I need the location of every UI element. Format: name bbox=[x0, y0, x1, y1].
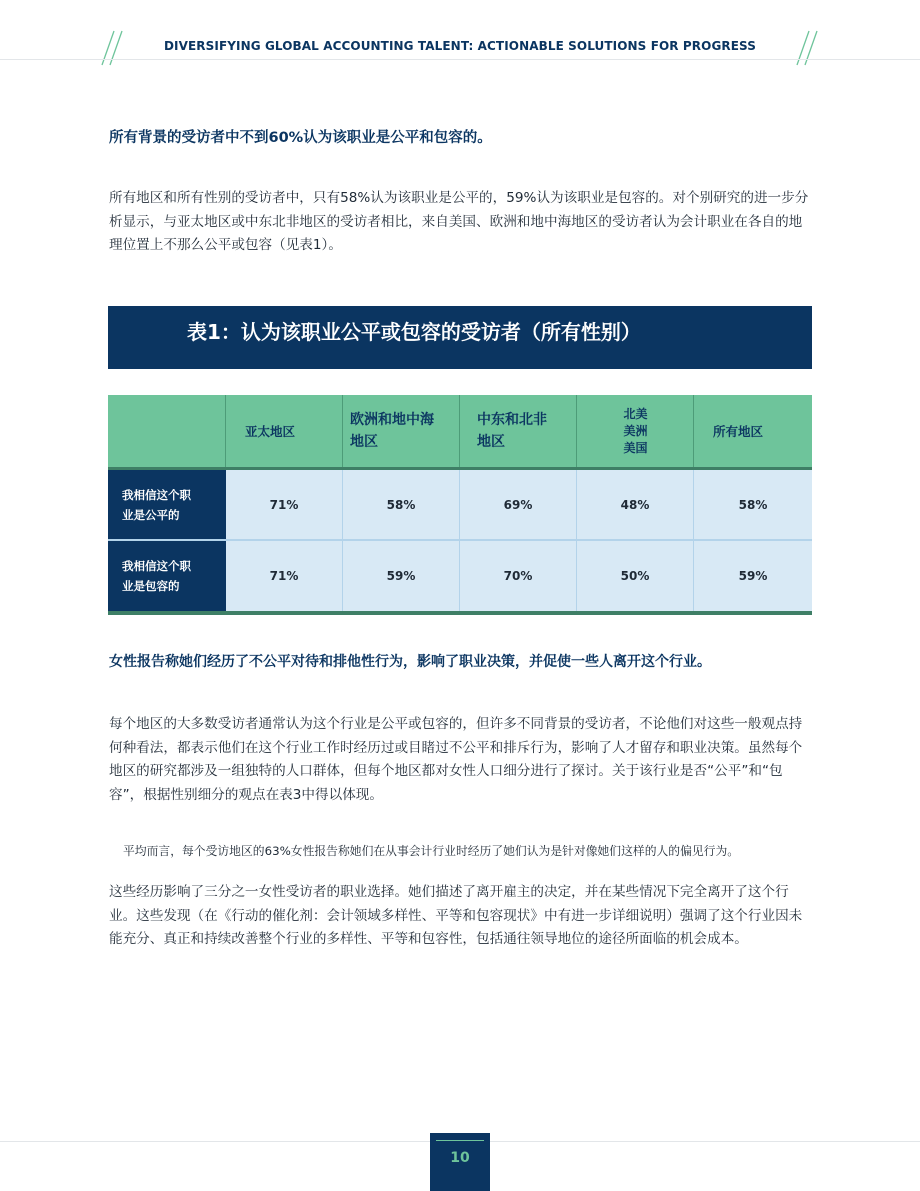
header-slash-right-icon bbox=[795, 28, 825, 68]
table-cell: 70% bbox=[460, 541, 576, 611]
row-label-line: 我相信这个职 bbox=[122, 487, 191, 502]
column-header-mena bbox=[460, 395, 577, 467]
table-title-banner bbox=[108, 306, 812, 369]
row-label-fair bbox=[108, 470, 226, 539]
section2-paragraph: 每个地区的大多数受访者通常认为这个行业是公平或包容的，但许多不同背景的受访者，不论他们对这些一般观点持何种看法，都表示他们在这个行业工作时经历过或目睹过不公平和排斥行为，影响了人才留存和职业决策。虽然每个地区的研究都涉及一组独特的人口群体，但每个地区都对女性人口细分进行了探讨。关于该行业是否“公平”和“包容”，根据性别细分的观点在表3中得以体现。 bbox=[109, 716, 803, 803]
table-bottom-rule bbox=[108, 611, 812, 615]
row-label-line: 业是包容的 bbox=[122, 579, 180, 593]
column-header-north-america bbox=[577, 395, 694, 467]
column-header-europe-mediterranean bbox=[343, 395, 460, 467]
column-header-line: 欧洲和地中海 bbox=[350, 412, 434, 428]
table-title: 表1：认为该职业公平或包容的受访者（所有性别） bbox=[187, 320, 641, 344]
column-header-line: 美洲 bbox=[623, 423, 648, 438]
page-number-rule bbox=[436, 1140, 484, 1141]
column-header-line: 中东和北非 bbox=[477, 412, 547, 428]
page-number: 10 bbox=[450, 1150, 470, 1166]
header-title: DIVERSIFYING GLOBAL ACCOUNTING TALENT: ACTIONABLE SOLUTIONS FOR PROGRESS bbox=[163, 39, 756, 53]
section2-heading: 女性报告称她们经历了不公平对待和排他性行为，影响了职业决策，并促使一些人离开这个行业。 bbox=[109, 654, 711, 670]
column-header-label bbox=[245, 422, 295, 440]
column-header-all-regions bbox=[694, 395, 812, 467]
section1-paragraph: 所有地区和所有性别的受访者中，只有58%认为该职业是公平的，59%认为该职业是包容的。对个别研究的进一步分析显示，与亚太地区或中东北非地区的受访者相比，来自美国、欧洲和地中海地区的受访者认为会计职业在各自的地理位置上不那么公平或包容（见表1）。 bbox=[109, 190, 809, 253]
data-table bbox=[108, 395, 812, 616]
header-divider bbox=[459, 395, 460, 467]
column-divider bbox=[459, 470, 460, 611]
column-divider bbox=[576, 470, 577, 611]
callout-note: 平均而言，每个受访地区的63%女性报告称她们在从事会计行业时经历了她们认为是针对像她们这样的人的偏见行为。 bbox=[123, 844, 740, 858]
header-divider bbox=[576, 395, 577, 467]
table-cell: 48% bbox=[577, 470, 693, 539]
section1-heading: 所有背景的受访者中不到60%认为该职业是公平和包容的。 bbox=[109, 130, 492, 146]
table-cell: 71% bbox=[226, 470, 342, 539]
table-cell: 59% bbox=[694, 541, 812, 611]
row-label-inclusive bbox=[108, 541, 226, 611]
row-label-line: 业是公平的 bbox=[122, 507, 180, 522]
column-header-label bbox=[477, 409, 547, 453]
table-cell: 58% bbox=[343, 470, 459, 539]
column-header-apac bbox=[226, 395, 343, 467]
table-cell: 69% bbox=[460, 470, 576, 539]
table-cell: 50% bbox=[577, 541, 693, 611]
header-divider bbox=[342, 395, 343, 467]
column-header-label bbox=[623, 406, 647, 457]
column-header-line: 地区 bbox=[477, 434, 505, 450]
table-cell: 71% bbox=[226, 541, 342, 611]
header-divider bbox=[0, 59, 920, 60]
row-label-text bbox=[122, 485, 191, 525]
column-header-label bbox=[350, 409, 434, 453]
column-divider bbox=[342, 470, 343, 611]
column-header-line: 美国 bbox=[623, 440, 648, 455]
column-header-line: 亚太地区 bbox=[245, 424, 296, 439]
column-header-line: 所有地区 bbox=[713, 424, 764, 439]
header-divider bbox=[225, 395, 226, 467]
table-cell: 59% bbox=[343, 541, 459, 611]
column-header-line: 北美 bbox=[623, 406, 648, 421]
row-label-line: 我相信这个职 bbox=[122, 559, 191, 573]
section2-paragraph-2: 这些经历影响了三分之一女性受访者的职业选择。她们描述了离开雇主的决定，并在某些情况下完全离开了这个行业。这些发现（在《行动的催化剂：会计领域多样性、平等和包容现状》中有进一步详细说明）强调了这个行业因未能充分、真正和持续改善整个行业的多样性、平等和包容性，包括通往领导地位的途径所面临的机会成本。 bbox=[109, 884, 803, 947]
column-header-line: 地区 bbox=[350, 434, 378, 450]
column-header-label bbox=[713, 422, 763, 440]
header-divider bbox=[693, 395, 694, 467]
page-number-box bbox=[430, 1133, 490, 1191]
column-divider bbox=[693, 470, 694, 611]
row-label-text bbox=[122, 556, 191, 596]
table-cell: 58% bbox=[694, 470, 812, 539]
